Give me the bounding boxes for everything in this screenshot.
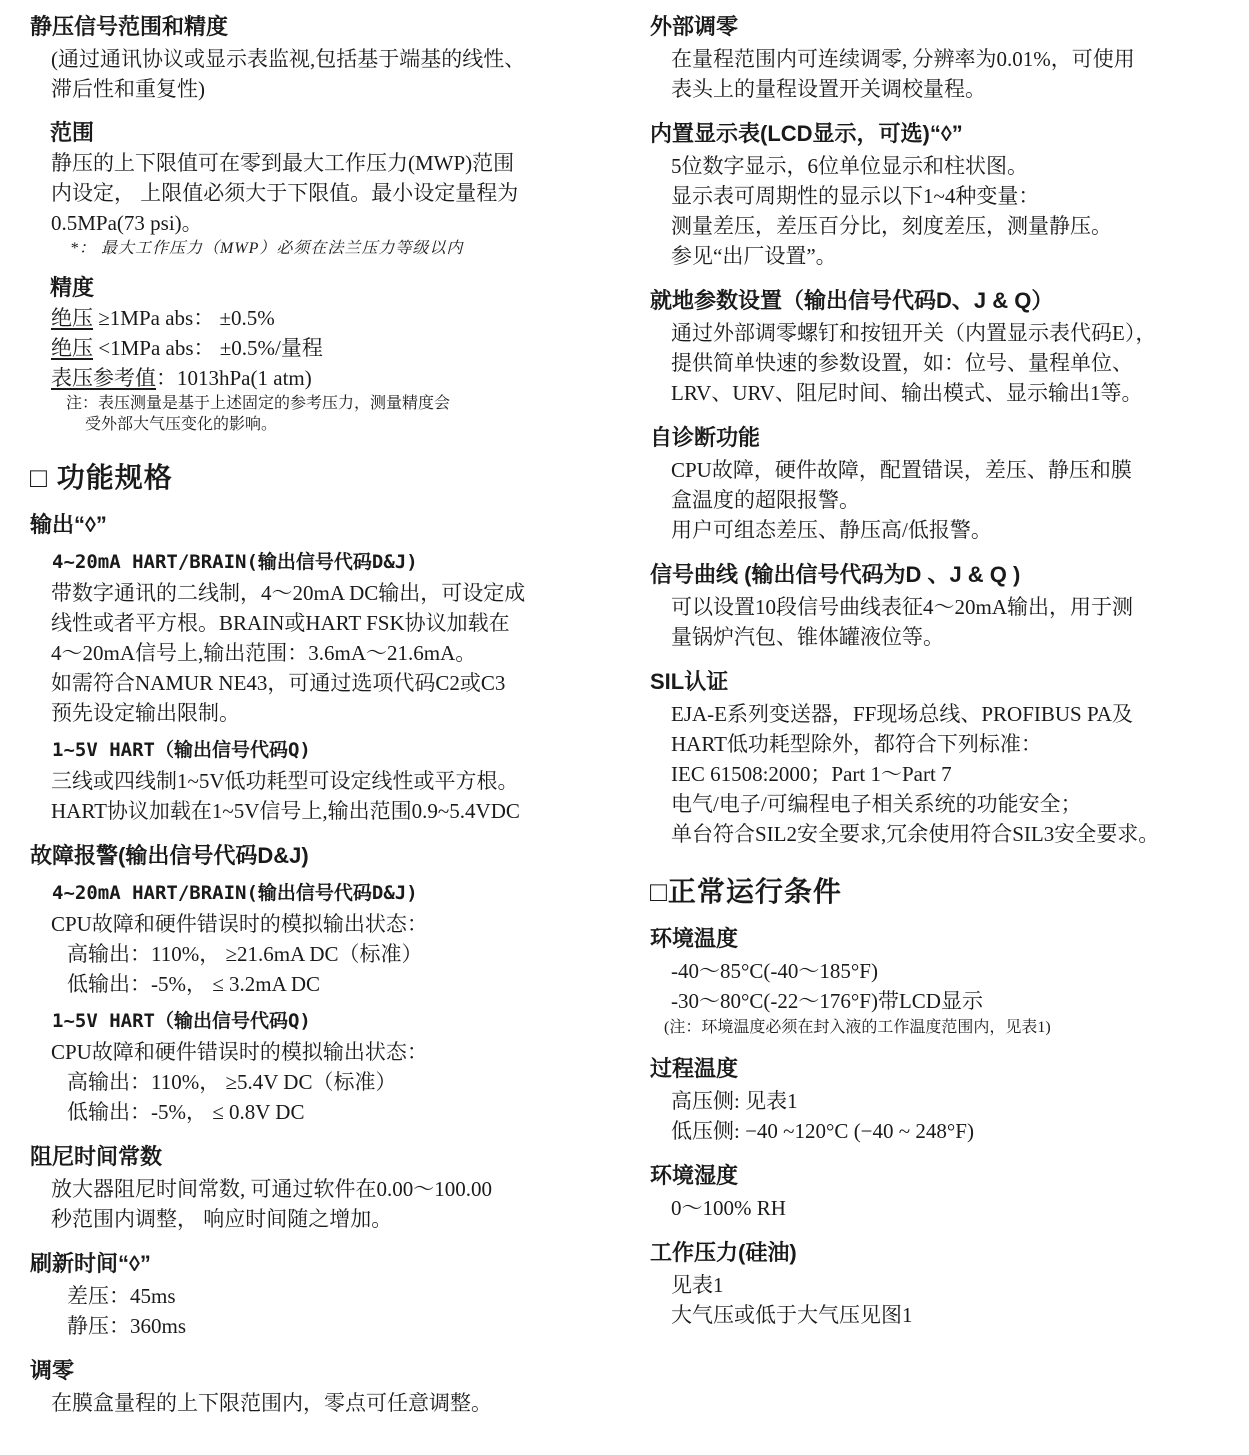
text-line: HART协议加载在1~5V信号上,输出范围0.9~5.4VDC [51,799,520,823]
text-span: <1MPa abs： ±0.5%/量程 [93,336,323,360]
right-column [650,12,1249,1330]
spec-heading: 外部调零 [650,14,739,39]
text-line: 显示表可周期性的显示以下1~4种变量： [671,184,1040,208]
spec-subheading: 范围 [50,120,95,145]
spec-heading: 刷新时间“◊” [30,1251,151,1276]
spec-heading: 信号曲线 (输出信号代码为D 、J & Q ) [650,562,1021,587]
text-line: 高压侧: 见表1 [671,1089,798,1113]
spec-heading: SIL认证 [650,669,729,694]
text-line: IEC 61508:2000；Part 1～Part 7 [671,762,952,786]
text-line: 提供简单快速的参数设置，如：位号、量程单位、 [671,351,1133,375]
signal-code-heading: 4~20mA HART/BRAIN(输出信号代码D&J) [52,551,418,573]
text-line: 秒范围内调整， 响应时间随之增加。 [51,1207,393,1231]
text-line: CPU故障和硬件错误时的模拟输出状态： [51,1040,428,1064]
section-heading: □ 功能规格 [30,462,173,493]
text-line: 静压的上下限值可在零到最大工作压力(MWP)范围 [51,151,515,175]
spec-heading: 过程温度 [650,1056,739,1081]
text-line: 测量差压，差压百分比，刻度差压，测量静压。 [671,214,1112,238]
note-line: *： 最大工作压力（MWP）必须在法兰压力等级以内 [70,240,464,257]
text-line: 高输出：110%， ≥5.4V DC（标准） [67,1070,397,1094]
text-line: 5位数字显示，6位单位显示和柱状图。 [671,154,1028,178]
spec-heading: 自诊断功能 [650,425,761,450]
text-line [30,363,618,393]
text-line: 通过外部调零螺钉和按钮开关（内置显示表代码E）， [671,321,1157,345]
text-line: 量锅炉汽包、锥体罐液位等。 [671,625,944,649]
text-line: 大气压或低于大气压见图1 [671,1303,913,1327]
text-line: 0.5MPa(73 psi)。 [51,211,203,235]
text-line: 低压侧: −40 ~120°C (−40 ~ 248°F) [671,1119,974,1143]
text-line: HART低功耗型除外，都符合下列标准： [671,732,1042,756]
text-line: 电气/电子/可编程电子相关系统的功能安全； [671,792,1082,816]
text-line: -40～85°C(-40～185°F) [671,959,878,983]
text-line: 预先设定输出限制。 [51,701,240,725]
spec-heading: 故障报警(输出信号代码D&J) [30,843,309,868]
spec-heading: 调零 [30,1358,75,1383]
text-line: 高输出：110%， ≥21.6mA DC（标准） [67,942,423,966]
text-line: 0～100% RH [671,1196,786,1220]
text-line: 滞后性和重复性) [51,77,205,101]
text-line: 参见“出厂设置”。 [671,244,837,268]
text-line: 带数字通讯的二线制，4～20mA DC输出，可设定成 [51,581,526,605]
left-column [30,12,618,1418]
underlined-term: 绝压 [51,336,93,360]
signal-code-heading: 4~20mA HART/BRAIN(输出信号代码D&J) [52,882,418,904]
text-line: 线性或者平方根。BRAIN或HART FSK协议加载在 [51,611,510,635]
text-line: 放大器阻尼时间常数, 可通过软件在0.00～100.00 [51,1177,492,1201]
spec-heading: 工作压力(硅油) [650,1240,797,1265]
text-line: 单台符合SIL2安全要求,冗余使用符合SIL3安全要求。 [671,822,1160,846]
spec-heading: 环境温度 [650,926,739,951]
spec-heading: 环境湿度 [650,1163,739,1188]
signal-code-heading: 1~5V HART（输出信号代码Q) [52,739,311,761]
spec-heading: 内置显示表(LCD显示，可选)“◊” [650,121,963,146]
spec-heading: 阻尼时间常数 [30,1144,163,1169]
note-line: 受外部大气压变化的影响。 [85,416,278,433]
text-line: CPU故障，硬件故障，配置错误，差压、静压和膜 [671,458,1132,482]
text-line: 差压：45ms [67,1284,176,1308]
text-line: 三线或四线制1~5V低功耗型可设定线性或平方根。 [51,769,519,793]
text-line: -30～80°C(-22～176°F)带LCD显示 [671,989,983,1013]
underlined-term: 表压参考值 [51,366,156,390]
text-line: 在量程范围内可连续调零, 分辨率为0.01%，可使用 [671,47,1135,71]
text-line: LRV、URV、阻尼时间、输出模式、显示输出1等。 [671,381,1143,405]
text-line: 静压：360ms [67,1314,187,1338]
text-line [30,333,618,363]
note-line: 注：表压测量是基于上述固定的参考压力，测量精度会 [66,395,451,412]
text-span: ：1013hPa(1 atm) [156,366,312,390]
signal-code-heading: 1~5V HART（输出信号代码Q) [52,1010,311,1032]
text-line: 盒温度的超限报警。 [671,488,860,512]
spec-subheading: 精度 [50,275,95,300]
text-line: 用户可组态差压、静压高/低报警。 [671,518,992,542]
text-line: 可以设置10段信号曲线表征4～20mA输出，用于测 [671,595,1133,619]
text-line: 见表1 [671,1273,724,1297]
spec-heading: 输出“◊” [30,512,107,537]
text-line: 表头上的量程设置开关调校量程。 [671,77,986,101]
text-line [30,303,618,333]
text-line: 在膜盒量程的上下限范围内，零点可任意调整。 [51,1391,492,1415]
text-line: EJA-E系列变送器，FF现场总线、PROFIBUS PA及 [671,702,1133,726]
text-line: 如需符合NAMUR NE43，可通过选项代码C2或C3 [51,671,506,695]
spec-heading: 静压信号范围和精度 [30,14,229,39]
text-line: CPU故障和硬件错误时的模拟输出状态： [51,912,428,936]
spec-heading: 就地参数设置（输出信号代码D、J & Q） [650,288,1054,313]
text-line: 内设定， 上限值必须大于下限值。最小设定量程为 [51,181,519,205]
text-line: (通过通讯协议或显示表监视,包括基于端基的线性、 [51,47,526,71]
text-line: 低输出：-5%， ≤ 0.8V DC [67,1100,305,1124]
text-line: 低输出：-5%， ≤ 3.2mA DC [67,972,321,996]
text-line: 4～20mA信号上,输出范围：3.6mA～21.6mA。 [51,641,477,665]
text-span: ≥1MPa abs： ±0.5% [93,306,275,330]
note-line: (注：环境温度必须在封入液的工作温度范围内，见表1) [664,1019,1051,1036]
underlined-term: 绝压 [51,306,93,330]
section-heading: □正常运行条件 [650,876,842,907]
